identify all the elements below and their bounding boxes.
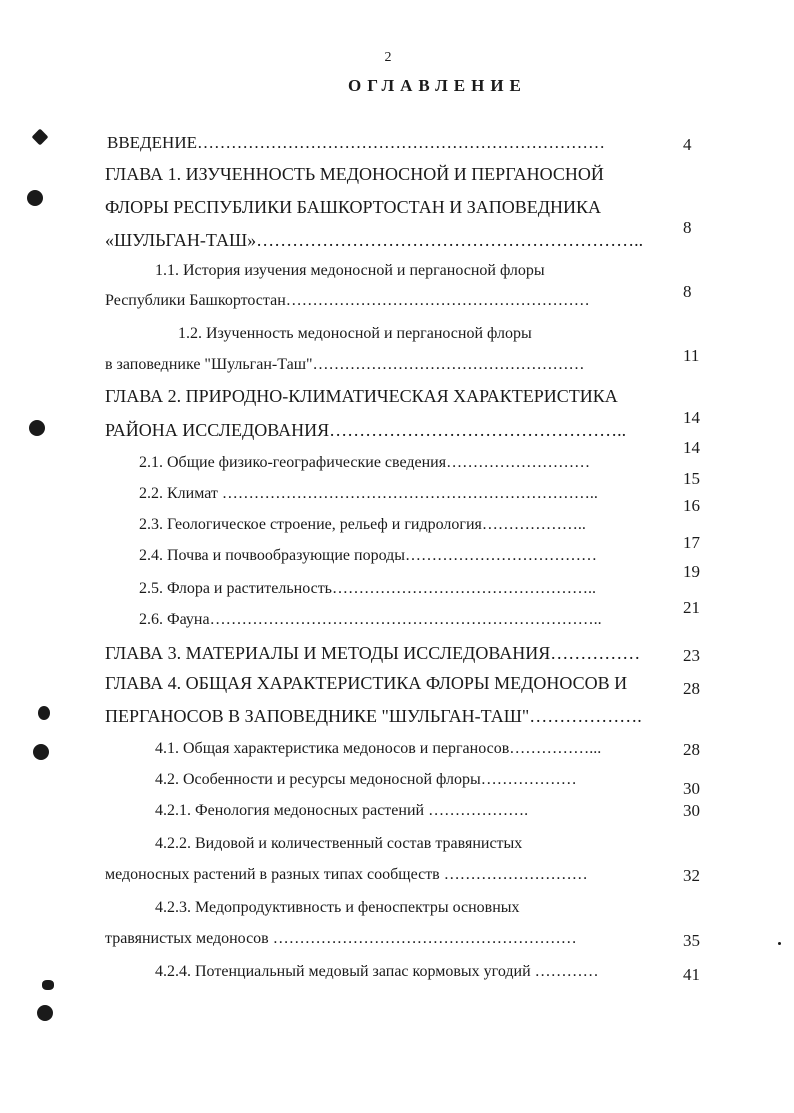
toc-page-ref: 28: [683, 679, 700, 698]
scan-mark: [32, 129, 49, 146]
toc-entry: «ШУЛЬГАН-ТАШ»………………………………………………………..: [105, 230, 644, 250]
toc-entry: 2.1. Общие физико-географические сведения………………………: [139, 454, 591, 471]
page-number: 2: [384, 50, 392, 65]
toc-entry: 4.2.2. Видовой и количественный состав травянистых: [155, 835, 523, 852]
scan-mark: [42, 980, 54, 990]
toc-entry: 2.4. Почва и почвообразующие породы………………………………: [139, 547, 597, 564]
toc-entry: ВВЕДЕНИЕ………………………………………………………………: [107, 133, 605, 152]
toc-page-ref: 28: [683, 740, 700, 759]
toc-entry: травянистых медоносов …………………………………………………: [105, 930, 577, 947]
page-title: ОГЛАВЛЕНИЕ: [348, 76, 527, 95]
toc-entry: в заповеднике "Шульган-Таш"……………………………………………: [105, 356, 585, 373]
toc-entry: ГЛАВА 2. ПРИРОДНО-КЛИМАТИЧЕСКАЯ ХАРАКТЕРИСТИКА: [105, 386, 618, 406]
binder-hole: [33, 744, 49, 760]
toc-entry: РАЙОНА ИССЛЕДОВАНИЯ…………………………………………..: [105, 420, 627, 440]
toc-page-ref: 19: [683, 562, 700, 581]
toc-entry: ПЕРГАНОСОВ В ЗАПОВЕДНИКЕ "ШУЛЬГАН-ТАШ"……………….: [105, 706, 642, 726]
toc-entry: Республики Башкортостан…………………………………………………: [105, 292, 590, 309]
binder-hole: [29, 420, 45, 436]
toc-page-ref: 8: [683, 218, 692, 237]
toc-page-ref: 8: [683, 282, 692, 301]
toc-entry: ГЛАВА 4. ОБЩАЯ ХАРАКТЕРИСТИКА ФЛОРЫ МЕДОНОСОВ И: [105, 673, 628, 693]
toc-page-ref: 14: [683, 438, 700, 457]
toc-page-ref: 4: [683, 135, 692, 154]
toc-page-ref: 15: [683, 469, 700, 488]
toc-entry: 4.2.4. Потенциальный медовый запас кормовых угодий …………: [155, 963, 599, 980]
toc-entry: 4.2. Особенности и ресурсы медоносной флоры………………: [155, 771, 577, 788]
toc-entry: 1.2. Изученность медоносной и перганосной флоры: [178, 325, 532, 342]
toc-entry: 4.2.1. Фенология медоносных растений ……………….: [155, 802, 529, 819]
toc-entry: ФЛОРЫ РЕСПУБЛИКИ БАШКОРТОСТАН И ЗАПОВЕДНИКА: [105, 197, 602, 217]
toc-entry: медоносных растений в разных типах сообществ ………………………: [105, 866, 588, 883]
toc-page-ref: 30: [683, 779, 700, 798]
binder-hole: [37, 1005, 53, 1021]
toc-page-ref: 30: [683, 801, 700, 820]
toc-page-ref: 35: [683, 931, 700, 950]
toc-entry: 1.1. История изучения медоносной и перганосной флоры: [155, 262, 545, 279]
toc-page-ref: 41: [683, 965, 700, 984]
binder-hole: [27, 190, 43, 206]
toc-entry: 2.2. Климат ……………………………………………………………..: [139, 485, 598, 502]
toc-entry: 2.3. Геологическое строение, рельеф и гидрология………………..: [139, 516, 586, 533]
toc-entry: ГЛАВА 1. ИЗУЧЕННОСТЬ МЕДОНОСНОЙ И ПЕРГАНОСНОЙ: [105, 164, 604, 184]
toc-page-ref: 32: [683, 866, 700, 885]
toc-page-ref: 14: [683, 408, 700, 427]
toc-entry: 2.6. Фауна………………………………………………………………..: [139, 611, 602, 628]
toc-page-ref: 23: [683, 646, 700, 665]
scan-speck: [778, 942, 781, 945]
toc-entry: 4.1. Общая характеристика медоносов и перганосов……………...: [155, 740, 602, 757]
toc-page-ref: 11: [683, 346, 700, 365]
toc-entry: ГЛАВА 3. МАТЕРИАЛЫ И МЕТОДЫ ИССЛЕДОВАНИЯ……………: [105, 643, 641, 663]
scan-mark: [38, 706, 50, 720]
toc-page-ref: 16: [683, 496, 700, 515]
toc-entry: 2.5. Флора и растительность…………………………………………..: [139, 580, 596, 597]
toc-page-ref: 17: [683, 533, 700, 552]
toc-entry: 4.2.3. Медопродуктивность и феноспектры основных: [155, 899, 520, 916]
toc-page-ref: 21: [683, 598, 700, 617]
